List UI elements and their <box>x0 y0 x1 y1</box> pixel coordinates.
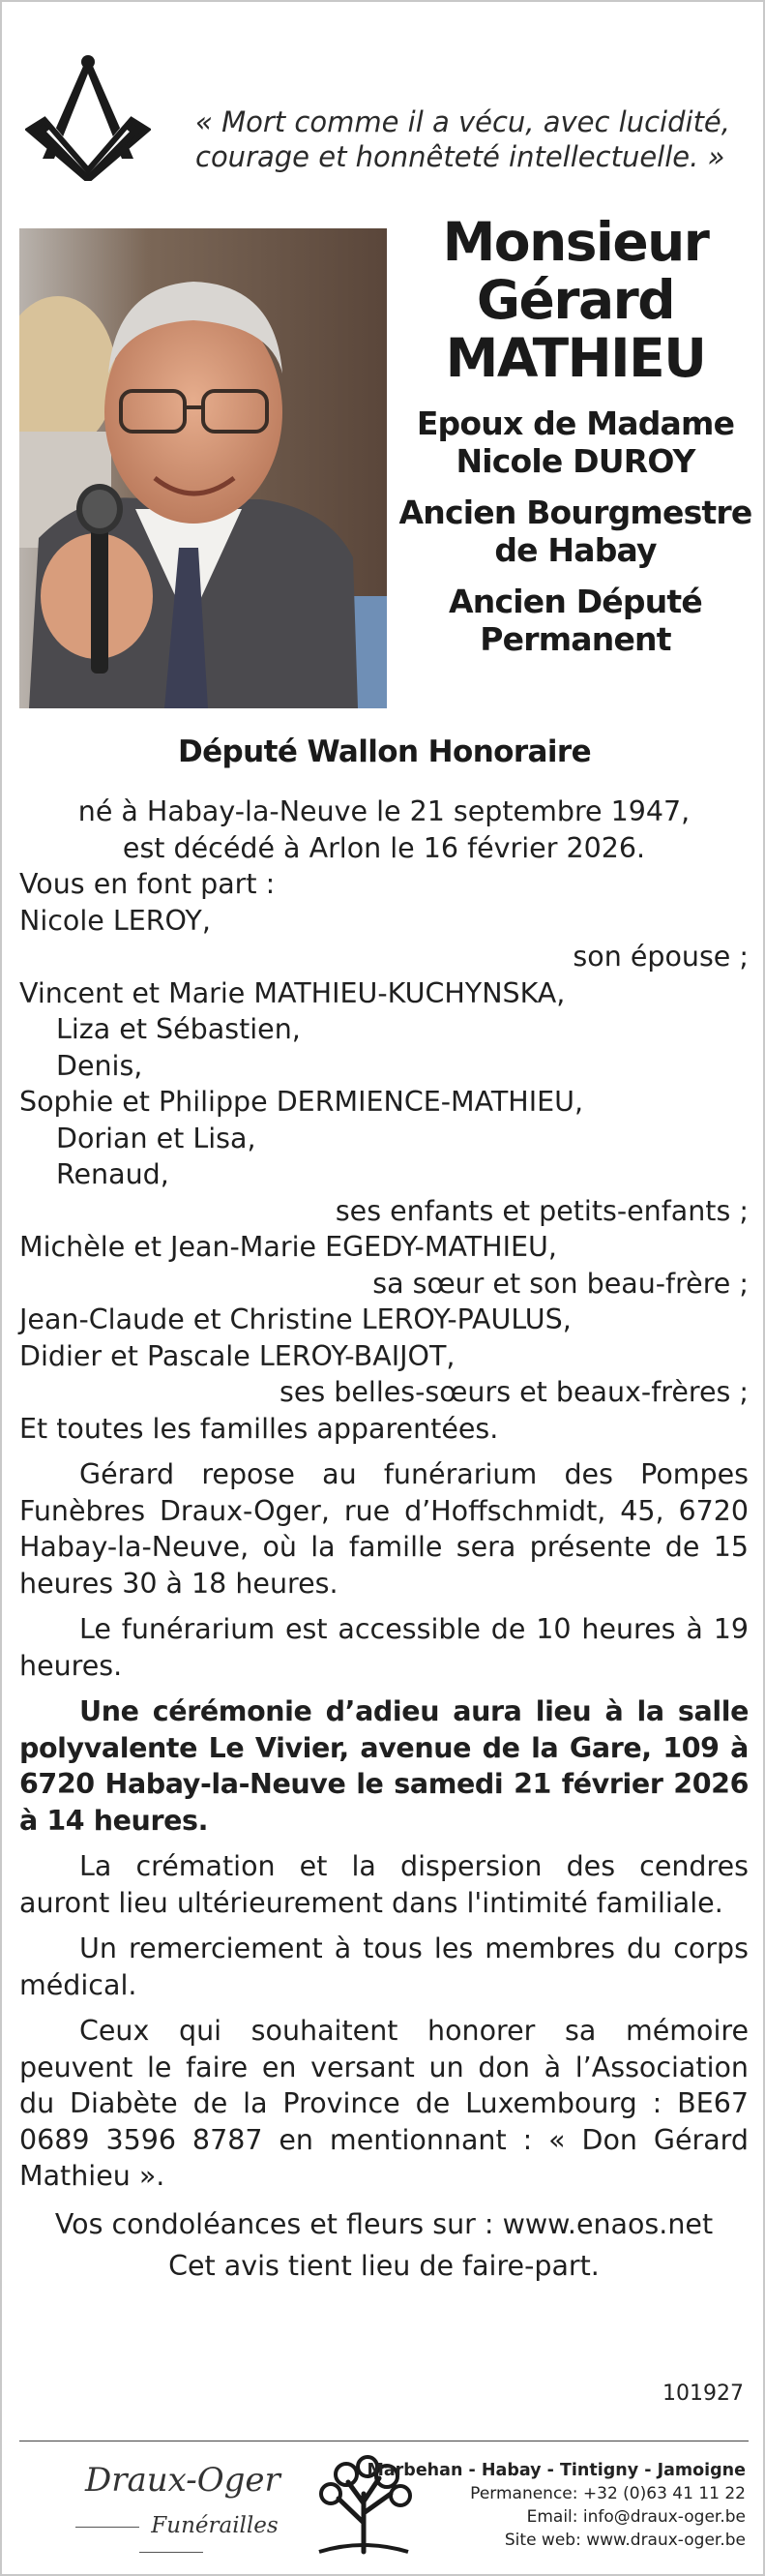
role-mayor: Ancien Bourgmestre de Habay <box>398 494 752 569</box>
portrait-photo <box>19 228 387 708</box>
paragraph-access: Le funérarium est accessible de 10 heures à 19 heures. <box>19 1613 749 1682</box>
contact-block <box>367 2459 746 2552</box>
honorific: Monsieur <box>442 211 709 273</box>
birth-line: né à Habay-la-Neuve le 21 septembre 1947, <box>77 795 691 827</box>
paragraph-ceremony: Une cérémonie d’adieu aura lieu à la salle polyvalente Le Vivier, avenue de la Gare, 109 à 6720 Habay-la-Neuve le samedi 21 février 2026 à 14 heures. <box>19 1695 749 1837</box>
death-line: est décédé à Arlon le 16 février 2026. <box>122 831 646 864</box>
family-intro: Vous en font part : <box>19 868 276 900</box>
family-inlaw-relation: ses belles-sœurs et beaux-frères ; <box>280 1376 749 1408</box>
family-grandchild: Renaud, <box>56 1158 169 1190</box>
last-name: MATHIEU <box>445 327 706 389</box>
family-inlaw-2: Didier et Pascale LEROY-BAIJOT, <box>19 1339 456 1372</box>
role-deputy: Ancien Député Permanent <box>449 583 702 658</box>
family-child-2: Sophie et Philippe DERMIENCE-MATHIEU, <box>19 1086 584 1118</box>
family-wife-relation: son épouse ; <box>573 941 749 973</box>
square-and-compass-icon <box>25 50 151 181</box>
family-children-relation: ses enfants et petits-enfants ; <box>335 1194 749 1227</box>
name-block <box>397 213 754 658</box>
reference-number: 101927 <box>662 2381 744 2406</box>
notice-line: Cet avis tient lieu de faire-part. <box>168 2250 600 2282</box>
paragraph-thanks: Un remerciement à tous les membres du corps médical. <box>19 1932 749 2001</box>
family-inlaw-1: Jean-Claude et Christine LEROY-PAULUS, <box>19 1303 572 1335</box>
family-grandchild: Denis, <box>56 1049 143 1082</box>
family-grandchild: Liza et Sébastien, <box>56 1013 301 1045</box>
family-wife: Nicole LEROY, <box>19 904 211 937</box>
company-subtitle: Funérailles <box>41 2513 302 2563</box>
family-sister-relation: sa sœur et son beau-frère ; <box>372 1267 749 1300</box>
header <box>2 39 765 194</box>
phone: Permanence: +32 (0)63 41 11 22 <box>470 2484 746 2503</box>
announcement-body <box>19 794 749 2285</box>
paragraph-donation: Ceux qui souhaitent honorer sa mémoire peuvent le faire en versant un don à l’Association du Diabète de la Province de Luxembourg : BE67 0689 3596 8787 en mentionnant : « Don Gérard Mathieu ». <box>19 2015 749 2192</box>
funeral-home-footer <box>2 2445 765 2571</box>
family-sister: Michèle et Jean-Marie EGEDY-MATHIEU, <box>19 1231 557 1263</box>
condolences-line: Vos condoléances et fleurs sur : www.enaos.net <box>54 2207 714 2240</box>
first-name: Gérard <box>476 269 675 331</box>
paragraph-cremation: La crémation et la dispersion des cendres auront lieu ultérieurement dans l'intimité familiale. <box>19 1850 749 1919</box>
company-name: Draux-Oger <box>85 2461 280 2500</box>
family-child-1: Vincent et Marie MATHIEU-KUCHYNSKA, <box>19 976 566 1009</box>
spouse: Epoux de Madame Nicole DUROY <box>416 404 735 480</box>
towns: Marbehan - Habay - Tintigny - Jamoigne <box>367 2461 746 2480</box>
honorary-title: Député Wallon Honoraire <box>177 734 592 769</box>
quote: « Mort comme il a vécu, avec lucidité, courage et honnêteté intellectuelle. » <box>195 105 730 173</box>
family-others: Et toutes les familles apparentées. <box>19 1412 499 1445</box>
family-grandchild: Dorian et Lisa, <box>56 1122 256 1154</box>
email: Email: info@draux-oger.be <box>526 2507 746 2527</box>
website: Site web: www.draux-oger.be <box>504 2531 746 2550</box>
paragraph-rest: Gérard repose au funérarium des Pompes Funèbres Draux-Oger, rue d’Hoffschmidt, 45, 6720 Habay-la-Neuve, où la famille sera présente de 15 heures 30 à 18 heures. <box>19 1458 749 1600</box>
